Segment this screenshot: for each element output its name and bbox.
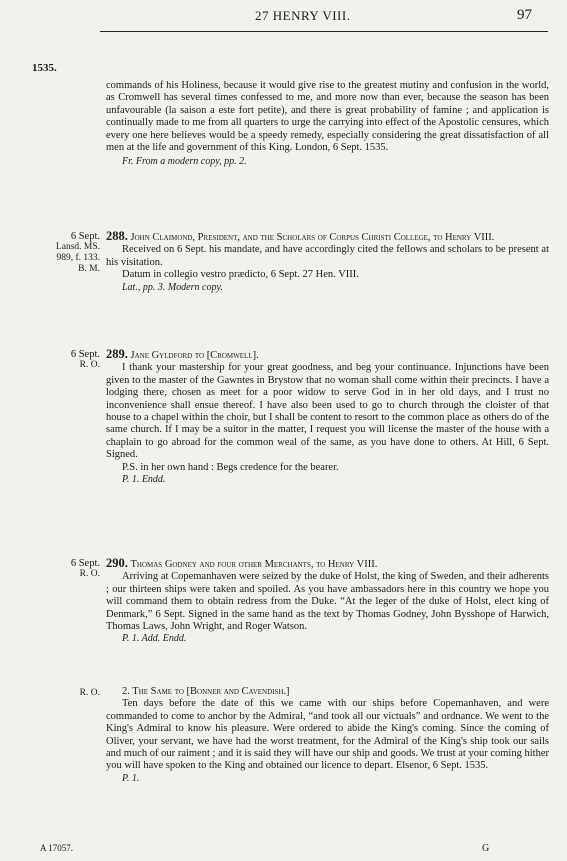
entry-source: R. O. (79, 569, 100, 579)
entry-paragraph: Received on 6 Sept. his mandate, and have accordingly cited the fellows and scholars to be present at his visitation. (106, 244, 549, 268)
entry-paragraph: Datum in collegio vestro prædicto, 6 Sept. 27 Hen. VIII. (122, 269, 359, 281)
entry-number: 288. (106, 229, 128, 243)
entry-paragraph: Ten days before the date of this we came with our ships before Copemanhaven, and were commanded to come to anchor by the Admiral, “and took all our victuals” and ordnance. We went to the King's Admiral to know his pleasure. Were ordered to abide the King's coming. Since the coming of Oliver, your servant, we have had the worst treatment, for the Admiral of the King's ship took our sails and much of our raiment ; and it is said they will have our ship and goods. We trust at your coming hither you will have spoken to the King and obtained our licence to depart. Elsenor, 6 Sept. 1535. (106, 698, 549, 772)
entry-288 (106, 230, 549, 294)
entry-title: John Claimond, President, and the Scholars of Corpus Christi College, to Henry VIII. (130, 232, 495, 243)
entry-source: R. O. (79, 360, 100, 370)
entry-title: Jane Gyldford to [Cromwell]. (130, 350, 259, 361)
entry-source: 989, f. 133. (56, 253, 100, 263)
entry-number: 290. (106, 556, 128, 570)
entry-note: Lat., pp. 3. Modern copy. (122, 281, 223, 293)
entry-290-margin (30, 558, 100, 580)
footer-signature: A 17057. (40, 843, 74, 853)
entry-note: P. 1. Endd. (122, 474, 166, 486)
entry-title: Thomas Godney and four other Merchants, to Henry VIII. (130, 559, 378, 570)
entry-date: 6 Sept. (70, 231, 100, 242)
page-number: 97 (517, 7, 532, 23)
entry-290-2-margin (30, 688, 100, 699)
entry-note: P. 1. Add. Endd. (122, 633, 187, 645)
entry-290 (106, 557, 549, 646)
entry-paragraph: I thank your mastership for your great goodness, and beg your continuance. Injunctions have been given to the master of the Gawntes in Brystow that no woman shall come within their precincts. I have a lodging there, chosen as meet for a poor widow to serve God in in her old days, and I trust no inconvenience shall ensue thereof. I have also been used to go to church through the cloister of that house to a chapel within the choir, but I shall be content to resort to the common place as others do of the same church. If I may be a suitor in the matter, I request you will license the master of the house with a chaplain to go abroad for the common weal of the same, as you have done to others. At Hill, 6 Sept. Signed. (106, 362, 549, 461)
entry-note: P. 1. (122, 772, 140, 784)
continuation-text: commands of his Holiness, because it would give rise to the greatest mutiny and confusion in the world, as Cromwell has several times confessed to me, and more now than ever, because the season has been unfavourable (la saison a este fort petite), and there is great probability of famine ; and application is continually made to me from all quarters to urge the carrying into effect of the Apostolic censures, which every one here believes would be a speedy remedy, especially considering the great dissatisfaction of all men at the life and government of this King. London, 6 Sept. 1535. (106, 80, 549, 154)
entry-title: 2. The Same to [Bonner and Cavendish.] (122, 686, 290, 697)
entry-paragraph: P.S. in her own hand : Begs credence for the bearer. (122, 461, 339, 473)
header-rule (100, 31, 548, 32)
footer-gathering-mark: G (482, 843, 490, 854)
year-margin: 1535. (32, 62, 57, 74)
entry-source: B. M. (78, 264, 100, 274)
running-header-title: 27 HENRY VIII. (255, 8, 351, 23)
entry-date: 6 Sept. (70, 558, 100, 569)
entry-source: R. O. (79, 688, 100, 698)
entry-date: 6 Sept. (70, 349, 100, 360)
continuation-block (106, 80, 549, 169)
entry-source: Lansd. MS. (55, 242, 100, 252)
entry-289-margin (30, 349, 100, 371)
entry-290-2 (106, 686, 549, 785)
entry-289 (106, 348, 549, 486)
entry-number: 289. (106, 347, 128, 361)
entry-288-margin (30, 231, 100, 275)
continuation-note: Fr. From a modern copy, pp. 2. (122, 156, 247, 168)
entry-paragraph: Arriving at Copemanhaven were seized by the duke of Holst, the king of Sweden, and their adherents ; our thirteen ships were taken and spoiled. As you have ambassadors here in this country we hope you will command them to obtain redress from the Duke. “At the leger of the duke of Holst, elect king of Denmark,” 6 Sept. Signed in the same hand as the text by Thomas Godney, John Bysshope of Harwich, Thomas Laws, John Wright, and Roger Watson. (106, 571, 549, 633)
